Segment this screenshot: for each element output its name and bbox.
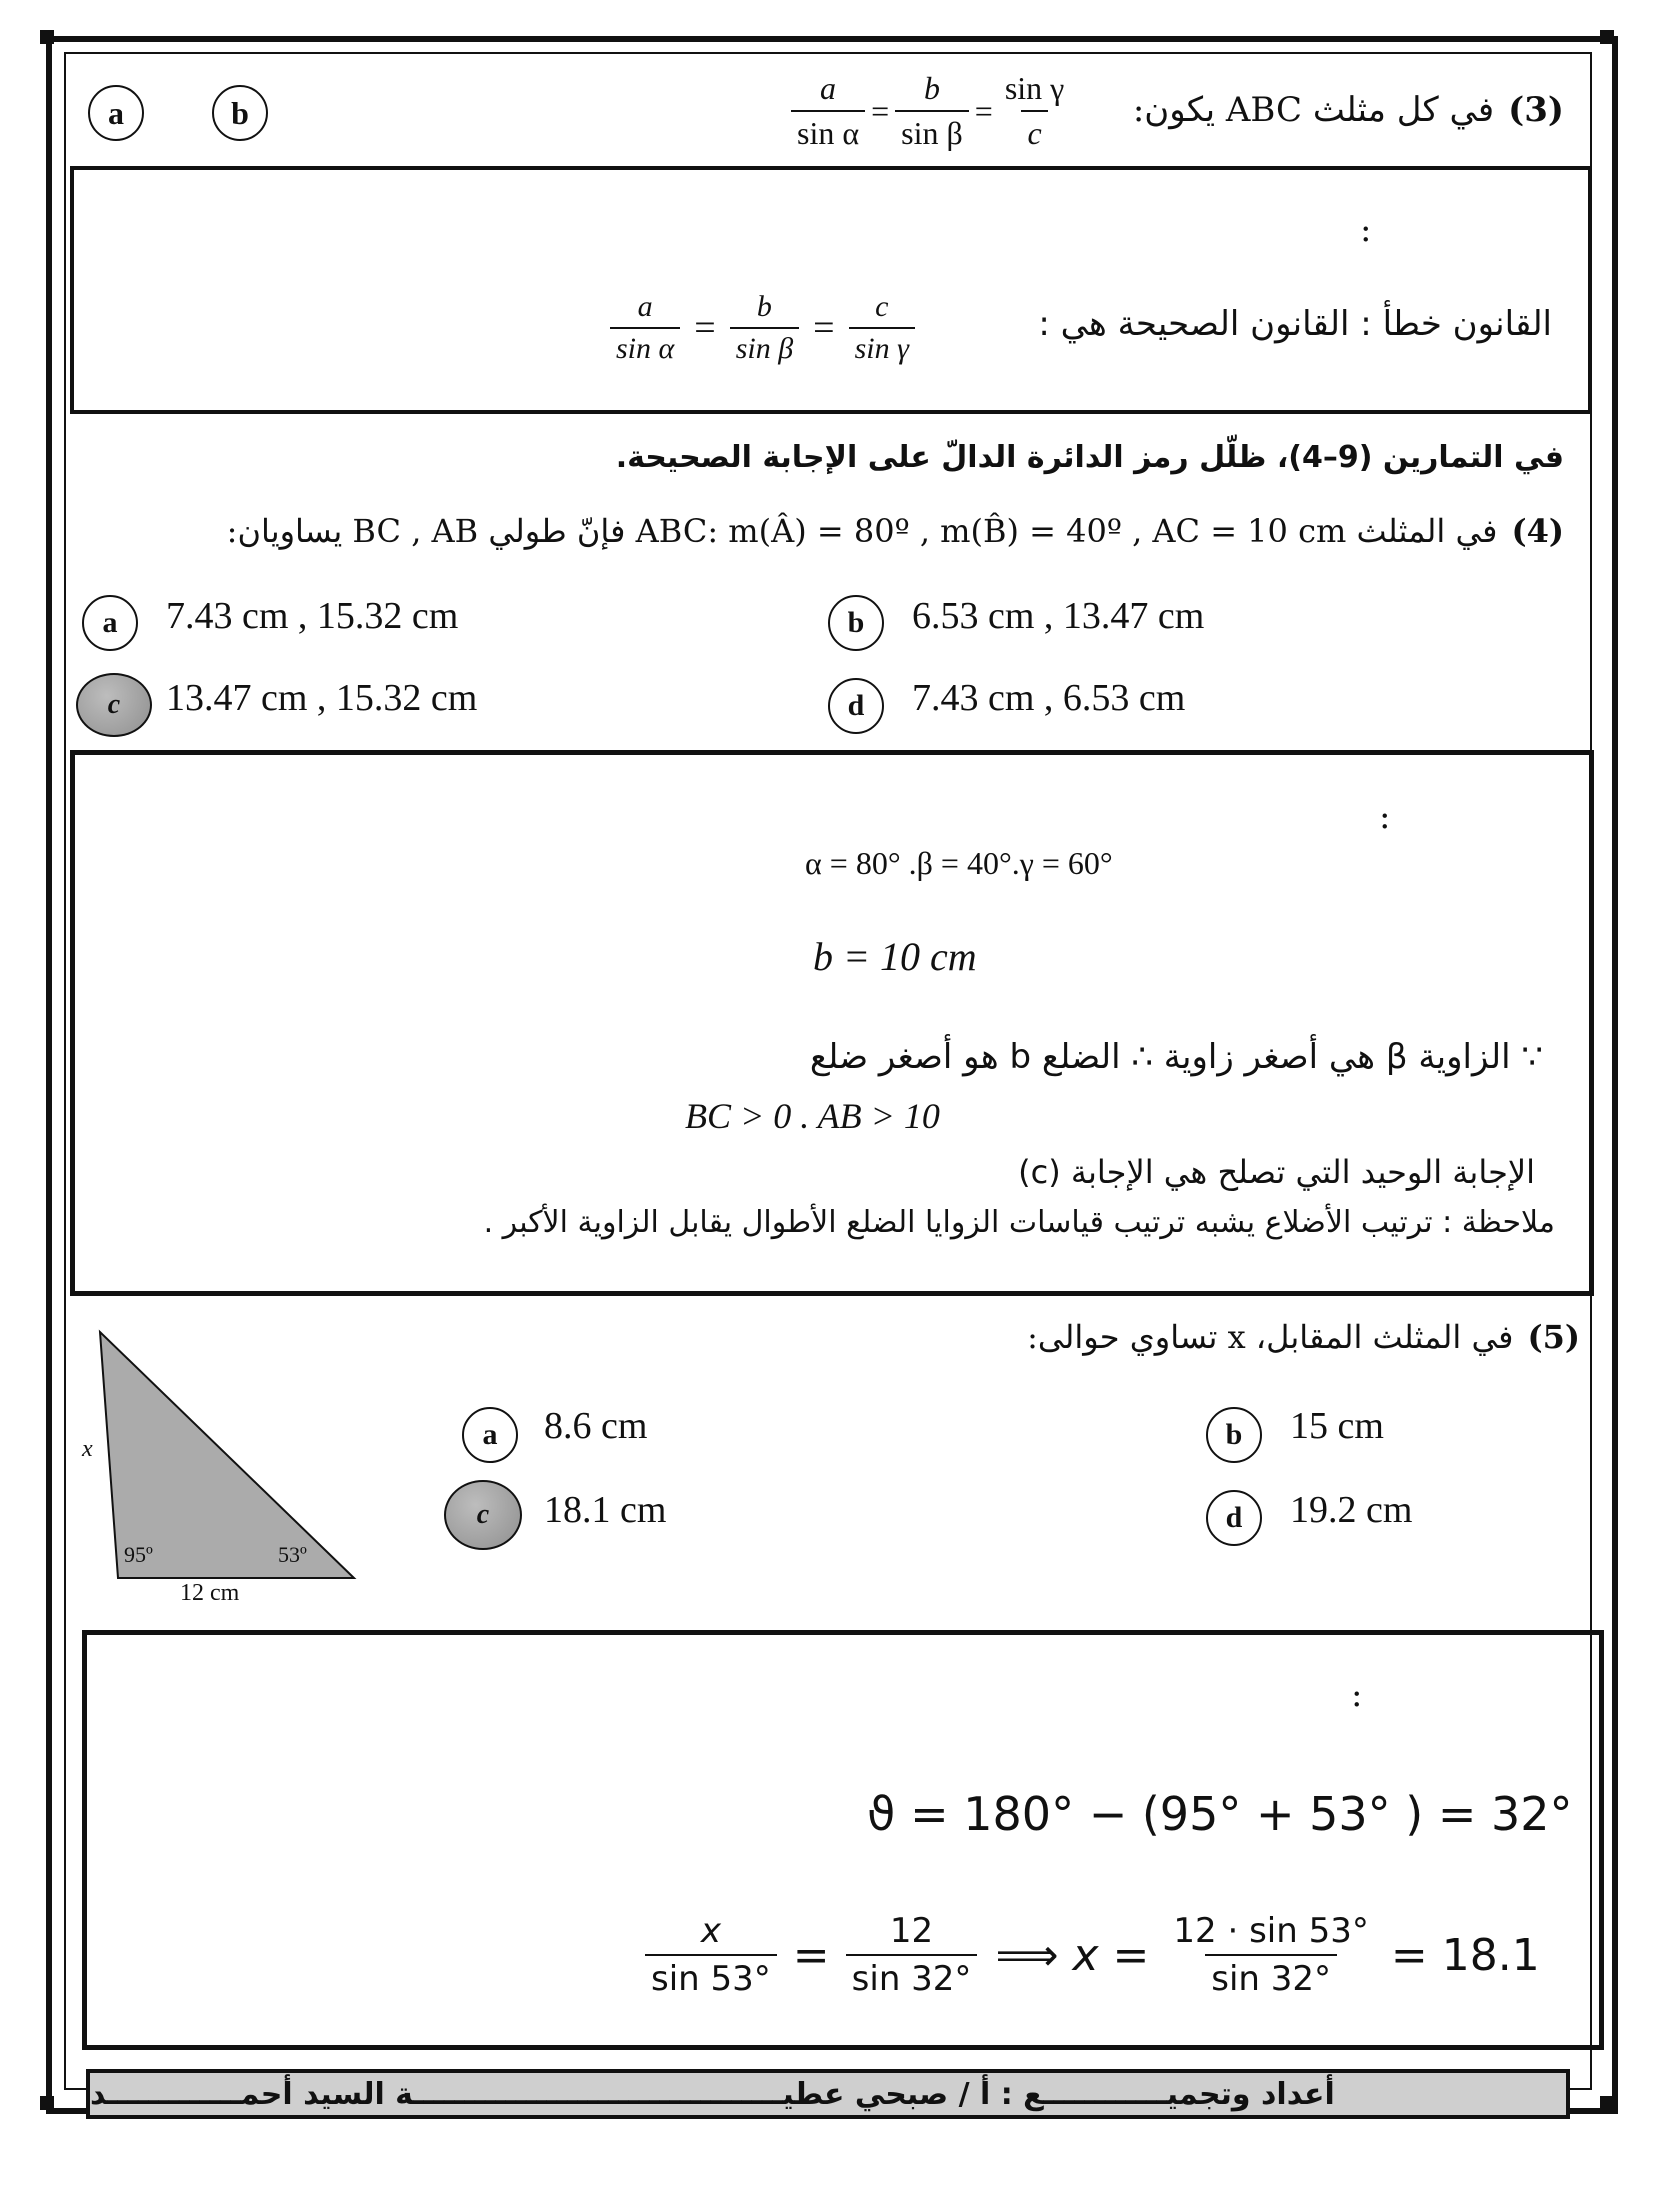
q4-option-a[interactable]: a [82,595,138,651]
q4-reason: ∵ الزاوية β هي أصغر زاوية ∴ الضلع b هو أصغر ضلع [809,1037,1543,1077]
q5-theta-equation: ϑ = 180° − (95° + 53° ) = 32° [867,1787,1573,1841]
q4-option-d[interactable]: d [828,678,884,734]
q4-angles: α = 80° .β = 40°.γ = 60° [805,845,1113,881]
frame-corner [1600,2096,1614,2110]
triangle-base-label: 12 cm [180,1580,240,1606]
q5-option-b-text: 15 cm [1290,1405,1384,1447]
q3-question: (3) في كل مثلث ABC يكون: [1132,90,1564,130]
q3-option-b[interactable]: b [212,85,268,141]
q5-option-c-shaded[interactable]: c [444,1480,522,1550]
footer-author-bar: أعداد وتجميــــــــــــع : أ / صبحي عطيــــــــــــــــــــــــــــــــــــة السيد أحمـــــــــــــد [86,2069,1570,2119]
frame-corner [40,2096,54,2110]
q3-formula: $\frac{a}{\text{sin α}}$ = $\frac{b}{\text{sin β}}$ = $\frac{\text{sin γ}}{c}$ [785,70,1076,152]
q4-note: ملاحظة : ترتيب الأضلاع يشبه ترتيب قياسات الزوايا الضلع الأطوال يقابل الزاوية الأكبر . [483,1205,1555,1240]
q4-option-a-text: 7.43 cm , 15.32 cm [166,595,459,637]
q5-option-d-text: 19.2 cm [1290,1489,1413,1531]
triangle-angle-95-label: 95º [124,1542,153,1567]
frame-corner [40,30,54,44]
q5-option-c-text: 18.1 cm [544,1489,667,1531]
q5-question: (5) في المثلث المقابل، x تساوي حوالى: [1027,1318,1580,1356]
q4-option-b-text: 6.53 cm , 13.47 cm [912,595,1205,637]
q5-sine-law-equation: $\frac{x}{\sin 53^\circ}$ = $\frac{12}{\sin 32^\circ}$ ⟹ x = $\frac{12 \cdot \sin 53^\circ}{\sin 32^\circ}$ = 18.1 [639,1911,1540,1999]
q5-option-b[interactable]: b [1206,1407,1262,1463]
solution-colon: : [1360,210,1372,250]
q4-solution-box [70,750,1594,1296]
q4-answer: الإجابة الوحيد التي تصلح هي الإجابة (c) [1018,1153,1535,1191]
q4-option-c-shaded[interactable]: c [76,673,152,737]
q4-inequality: BC > 0 . AB > 10 [685,1096,940,1136]
q5-solution-box [82,1630,1604,2050]
q3-solution-text: القانون خطأ : القانون الصحيحة هي : [1038,304,1552,344]
q4-option-b[interactable]: b [828,595,884,651]
solution-colon: : [1379,797,1391,837]
solution-colon: : [1351,1675,1363,1715]
q5-option-d[interactable]: d [1206,1490,1262,1546]
q5-option-a[interactable]: a [462,1407,518,1463]
q5-option-a-text: 8.6 cm [544,1405,648,1447]
q3-solution-box [70,166,1592,414]
q3-option-a[interactable]: a [88,85,144,141]
triangle-angle-53-label: 53º [278,1542,307,1567]
triangle-side-x-label: x [82,1436,93,1462]
frame-corner [1600,30,1614,44]
q3-solution-formula: $\frac{a}{\text{sin α}}$ = $\frac{b}{\text{sin β}}$ = $\frac{c}{\text{sin γ}}$ [604,290,921,366]
q4-option-c-text: 13.47 cm , 15.32 cm [166,677,478,719]
q4-side-b: b = 10 cm [813,934,977,979]
q4-option-d-text: 7.43 cm , 6.53 cm [912,677,1186,719]
instructions: في التمارين (9–4)، ظلّل رمز الدائرة الدالّ على الإجابة الصحيحة. [615,440,1564,475]
q4-question: (4) في المثلث ABC: m(Â) = 80º , m(B̂) = 40º , AC = 10 cm فإنّ طولي BC , AB يساويان: [226,512,1564,550]
